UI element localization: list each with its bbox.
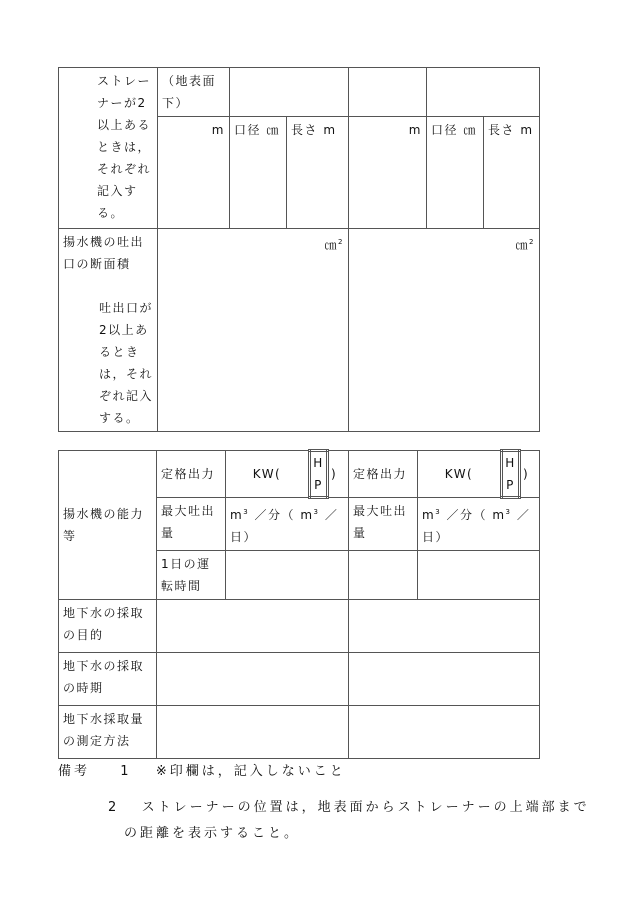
notes-heading: 備考: [58, 764, 91, 779]
hp-label-1: HP: [310, 451, 328, 498]
diameter-label-2: 口径 ㎝: [427, 117, 484, 229]
strainer-note: ストレーナーが2以上あるときは，それぞれ記入する。: [59, 68, 158, 229]
hp-close-1: ): [328, 451, 349, 498]
area-unit-1: ㎝: [324, 238, 339, 252]
period-cell-2[interactable]: [349, 653, 540, 706]
m-label: m: [230, 508, 244, 522]
per-minute: ／分（: [254, 508, 296, 522]
area-exp-1: 2: [338, 238, 344, 246]
rated-output-label-2: 定格出力: [349, 451, 418, 498]
purpose-cell-2[interactable]: [349, 600, 540, 653]
method-cell-2[interactable]: [349, 706, 540, 759]
outlet-label: 揚水機の吐出口の断面積: [63, 235, 145, 271]
outlet-area-cell-2[interactable]: [349, 229, 540, 432]
area-exp-2: 2: [529, 238, 535, 246]
length-label-2: 長さ m: [484, 117, 540, 229]
daily-hours-label: 1日の運転時間: [157, 551, 226, 600]
outlet-note: 吐出口が2以上あるときは，それぞれ記入する。: [99, 301, 154, 425]
note-1-text: ※印欄は，記入しないこと: [155, 764, 346, 779]
note-1: [58, 760, 346, 784]
method-cell-1[interactable]: [157, 706, 349, 759]
method-label: 地下水採取量の測定方法: [59, 706, 157, 759]
m-exp: 3: [243, 508, 250, 516]
m-unit-2: m: [349, 117, 427, 229]
m-exp: 3: [435, 508, 442, 516]
m-label: m: [492, 508, 506, 522]
strainer-outlet-table: [58, 67, 540, 432]
kw-label-1: KW(: [226, 451, 310, 498]
m-exp: 3: [313, 508, 320, 516]
area-unit-2: ㎝: [515, 238, 530, 252]
note-1-num: 1: [120, 764, 132, 779]
outlet-area-label: [59, 229, 158, 432]
outlet-area-cell-1[interactable]: [158, 229, 349, 432]
max-discharge-label-2: 最大吐出量: [349, 498, 418, 551]
rated-output-label-1: 定格出力: [157, 451, 226, 498]
discharge-units-1: [226, 498, 349, 551]
per-day: ／日）: [422, 508, 531, 544]
hp-label-2: HP: [502, 451, 520, 498]
pump-capacity-table: [58, 449, 540, 759]
depth-cell-1[interactable]: [230, 68, 349, 117]
per-minute: ／分（: [446, 508, 488, 522]
discharge-units-2: [418, 498, 540, 551]
m-label: m: [422, 508, 436, 522]
m-unit-1: m: [158, 117, 230, 229]
max-discharge-label-1: 最大吐出量: [157, 498, 226, 551]
diameter-label-1: 口径 ㎝: [230, 117, 287, 229]
note-2: [108, 796, 590, 820]
hp-close-2: ): [520, 451, 540, 498]
purpose-label: 地下水の採取の目的: [59, 600, 157, 653]
note-2-line1: ストレーナーの位置は，地表面からストレーナーの上端部まで: [141, 800, 590, 815]
m-label: m: [300, 508, 314, 522]
m-exp: 3: [505, 508, 512, 516]
period-cell-1[interactable]: [157, 653, 349, 706]
depth-label: （地表面下）: [158, 68, 230, 117]
per-day: ／日）: [230, 508, 339, 544]
capacity-label: 揚水機の能力等: [59, 451, 157, 600]
kw-label-2: KW(: [418, 451, 502, 498]
note-2-num: 2: [108, 800, 120, 815]
period-label: 地下水の採取の時期: [59, 653, 157, 706]
daily-hours-blank: [349, 551, 418, 600]
depth-cell-2[interactable]: [349, 68, 427, 117]
daily-hours-cell-1[interactable]: [226, 551, 349, 600]
depth-cell-3[interactable]: [427, 68, 540, 117]
note-2-continued: の距離を表示すること。: [124, 826, 301, 841]
daily-hours-cell-2[interactable]: [418, 551, 540, 600]
purpose-cell-1[interactable]: [157, 600, 349, 653]
length-label-1: 長さ m: [287, 117, 349, 229]
